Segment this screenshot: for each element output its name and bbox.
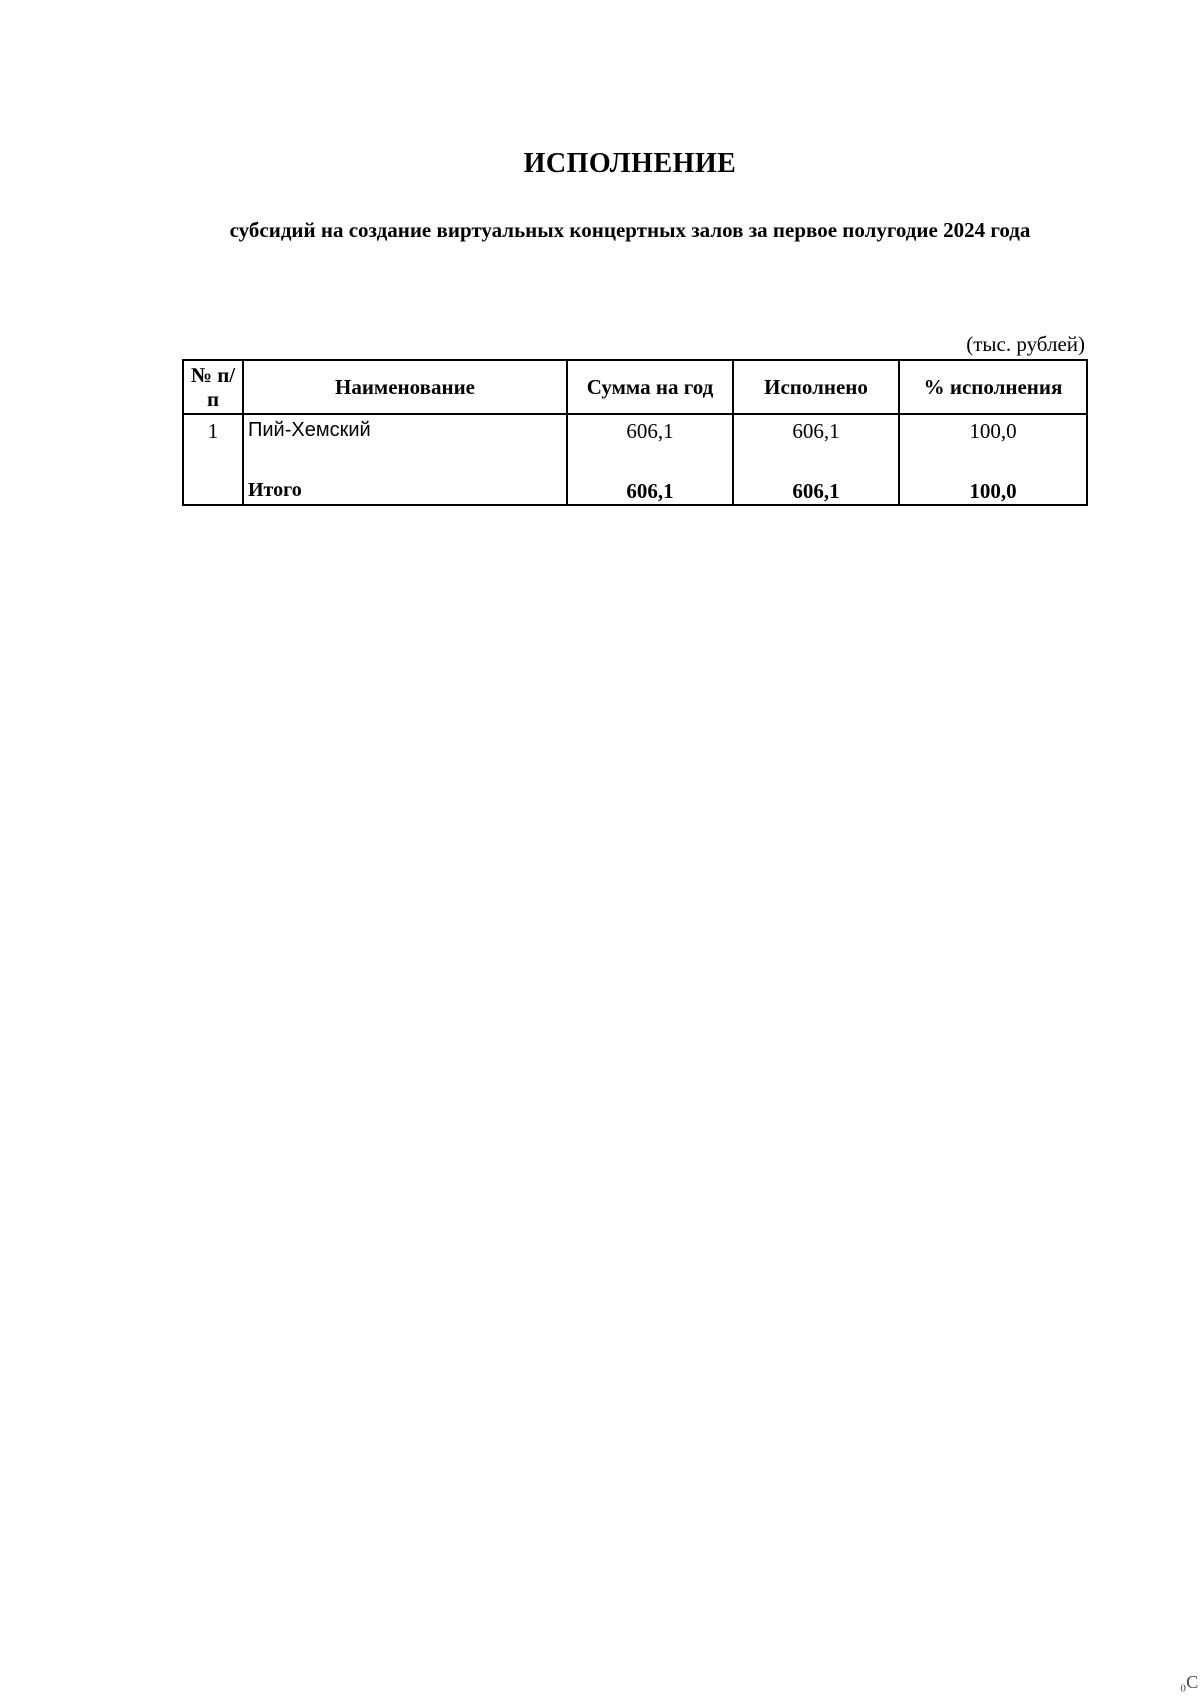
row-percent: 100,0: [969, 419, 1017, 443]
total-year-sum: 606,1: [626, 479, 674, 503]
row-year-sum: 606,1: [626, 419, 674, 443]
header-year-sum: Сумма на год: [567, 360, 733, 414]
header-name: Наименование: [243, 360, 567, 414]
total-percent: 100,0: [969, 479, 1017, 503]
table-header-row: [183, 360, 1087, 414]
row-percent-cell: [899, 414, 1087, 505]
document-title: ИСПОЛНЕНИЕ: [523, 148, 737, 179]
header-percent: % исполнения: [899, 360, 1087, 414]
row-executed-cell: [733, 414, 899, 505]
unit-note: (тыс. рублей): [966, 332, 1085, 356]
row-name-cell: [243, 414, 567, 505]
header-executed: Исполнено: [733, 360, 899, 414]
table-row: [183, 414, 1087, 505]
row-name: Пий-Хемский: [248, 419, 371, 441]
row-num: 1: [207, 419, 219, 443]
row-executed: 606,1: [792, 419, 840, 443]
execution-table: [182, 359, 1088, 506]
header-num: № п/п: [183, 360, 243, 414]
total-executed: 606,1: [792, 479, 840, 503]
page-corner-mark: ₀C: [1180, 1672, 1199, 1692]
total-label: Итого: [248, 479, 302, 501]
row-year-sum-cell: [567, 414, 733, 505]
row-num-cell: [183, 414, 243, 505]
document-subtitle: субсидий на создание виртуальных концертных залов за первое полугодие 2024 года: [229, 218, 1031, 242]
